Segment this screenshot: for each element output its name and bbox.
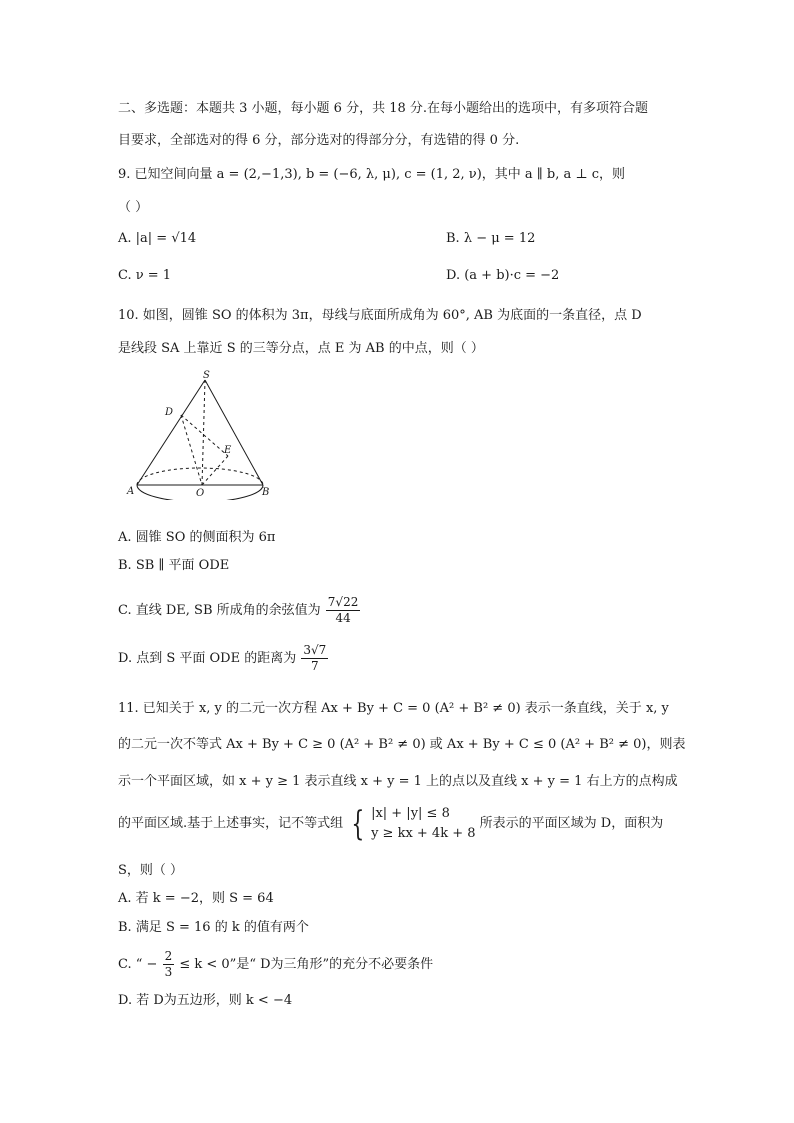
q9-option-c: C. ν = 1 (118, 268, 172, 283)
label-b: B (262, 487, 270, 498)
q9-option-d: D. (a + b)·c = −2 (446, 268, 560, 283)
q11-stem-line-4 (118, 802, 663, 846)
segment-so (202, 380, 205, 485)
q10-stem-line-2: 是线段 SA 上靠近 S 的三等分点，点 E 为 AB 的中点，则（ ） (118, 341, 484, 356)
q11-stem-4-suffix: 所表示的平面区域为 D，面积为 (479, 816, 664, 831)
q10-option-c-fraction (326, 595, 361, 626)
q11-option-c-fraction (163, 949, 175, 980)
cone-base-back-arc (137, 468, 263, 485)
fraction-numerator: 7√22 (327, 595, 359, 609)
q9-stem: 9. 已知空间向量 a = (2,−1,3), b = (−6, λ, μ), c = (1, 2, ν)，其中 a ∥ b, a ⊥ c，则 (118, 167, 626, 182)
q11-option-a: A. 若 k = −2，则 S = 64 (118, 891, 274, 906)
generatrix-sa (137, 380, 205, 485)
q11-stem-line-5: S，则（ ） (118, 863, 184, 878)
label-o: O (196, 488, 205, 499)
q10-option-b: B. SB ∥ 平面 ODE (118, 558, 230, 573)
section-header-line-1: 二、多选题：本题共 3 小题，每小题 6 分，共 18 分.在每小题给出的选项中，有多项符合题 (118, 101, 649, 116)
system-line-2: y ≥ kx + 4k + 8 (371, 825, 476, 841)
q11-option-b: B. 满足 S = 16 的 k 的值有两个 (118, 920, 309, 935)
q10-option-a: A. 圆锥 SO 的侧面积为 6π (118, 530, 276, 545)
cone-figure (125, 368, 275, 500)
fraction-denominator: 3 (164, 965, 173, 979)
q10-option-d (118, 642, 329, 676)
q11-stem-line-3: 示一个平面区域，如 x + y ≥ 1 表示直线 x + y = 1 上的点以及直线 x + y = 1 右上方的点构成 (118, 774, 678, 789)
q11-stem-line-1: 11. 已知关于 x, y 的二元一次方程 Ax + By + C = 0 (A² + B² ≠ 0) 表示一条直线，关于 x, y (118, 701, 669, 716)
generatrix-sb (205, 380, 263, 485)
q11-stem-4-prefix: 的平面区域.基于上述事实，记不等式组 (118, 816, 344, 831)
segment-oe (202, 456, 228, 485)
q9-answer-paren: （ ） (118, 200, 149, 215)
fraction-numerator: 3√7 (303, 643, 327, 657)
label-a: A (127, 486, 135, 497)
q11-option-c-suffix: ≤ k < 0”是“ D为三角形”的充分不必要条件 (179, 957, 434, 972)
inequality-system (371, 804, 475, 844)
left-brace: { (351, 803, 365, 844)
section-header-line-2: 目要求，全部选对的得 6 分，部分选对的得部分分，有选错的得 0 分. (118, 133, 520, 148)
q11-option-c-prefix: C. “ − (118, 957, 158, 972)
q11-option-c (118, 948, 433, 982)
q9-option-b: B. λ − μ = 12 (446, 231, 536, 246)
label-d: D (165, 407, 174, 418)
system-line-1: |x| + |y| ≤ 8 (371, 805, 450, 821)
q11-stem-line-2: 的二元一次不等式 Ax + By + C ≥ 0 (A² + B² ≠ 0) 或 Ax + By + C ≤ 0 (A² + B² ≠ 0)，则表 (118, 737, 686, 752)
fraction-denominator: 7 (311, 659, 319, 673)
q10-option-d-text: D. 点到 S 平面 ODE 的距离为 (118, 651, 297, 666)
q11-option-d: D. 若 D为五边形，则 k < −4 (118, 993, 293, 1008)
label-e: E (224, 445, 232, 456)
q10-option-c-text: C. 直线 DE, SB 所成角的余弦值为 (118, 603, 321, 618)
label-s: S (203, 370, 210, 381)
q9-option-a: A. |a| = √14 (118, 231, 197, 246)
segment-do (181, 415, 202, 485)
fraction-numerator: 2 (164, 949, 173, 963)
q10-option-d-fraction (301, 643, 328, 674)
segment-de (181, 415, 228, 456)
q10-stem-line-1: 10. 如图，圆锥 SO 的体积为 3π，母线与底面所成角为 60°, AB 为底面的一条直径，点 D (118, 308, 642, 323)
fraction-denominator: 44 (335, 611, 351, 625)
q10-option-c (118, 594, 361, 628)
